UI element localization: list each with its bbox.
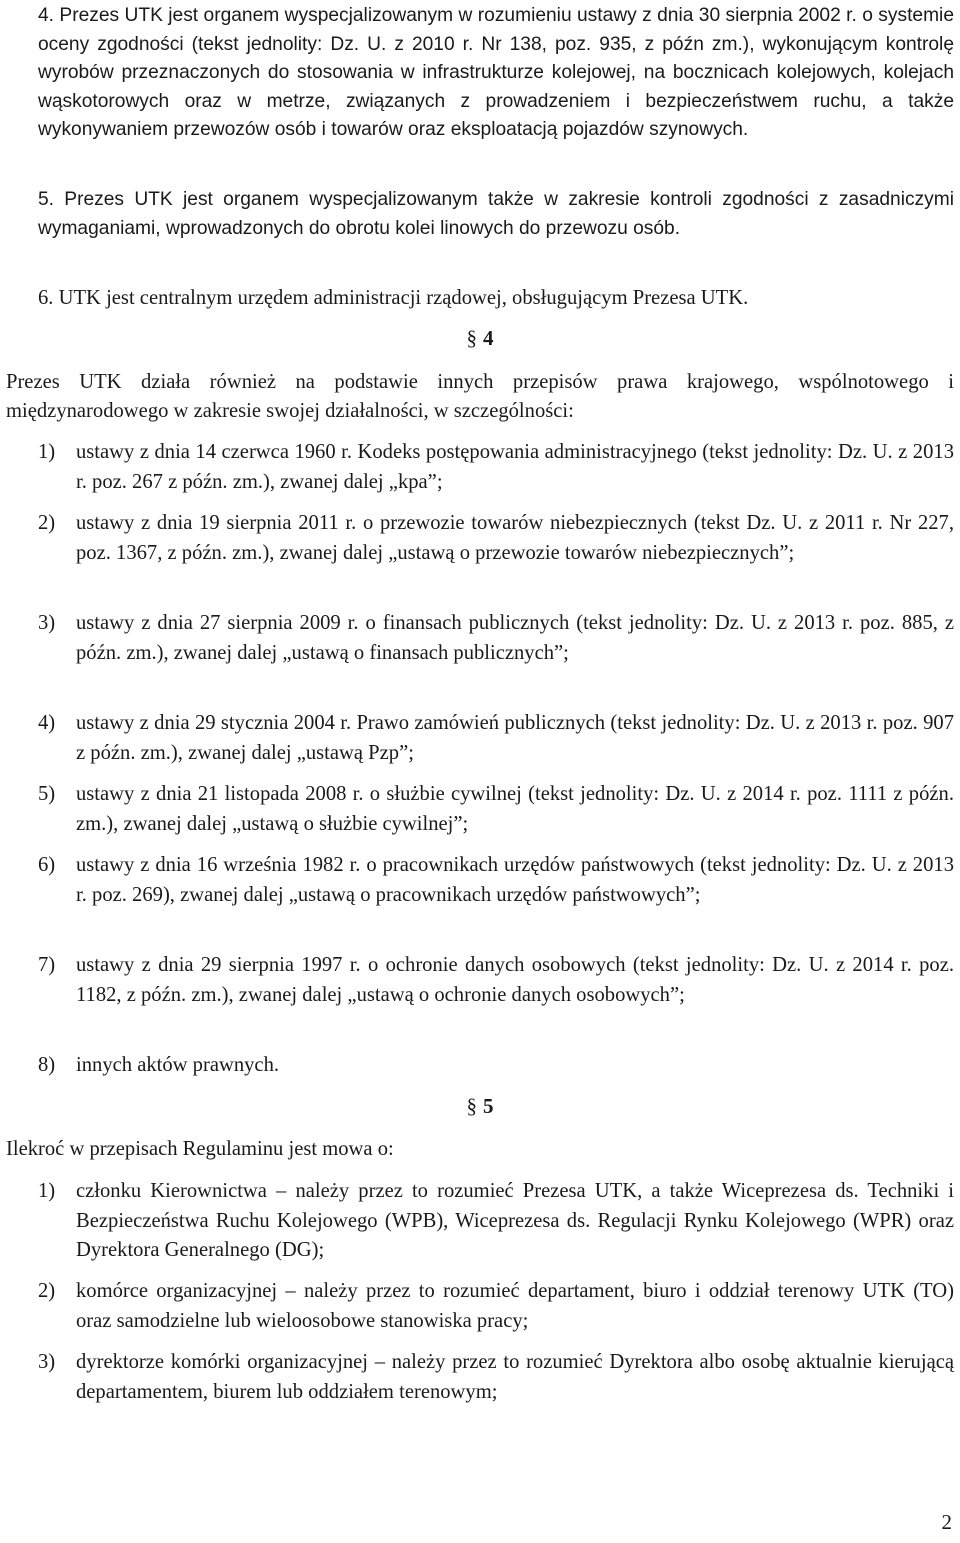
section-5-intro: Ilekroć w przepisach Regulaminu jest mowa o: (6, 1138, 394, 1160)
list-item-number: 3) (38, 612, 56, 634)
list-item-text: ustawy z dnia 29 stycznia 2004 r. Prawo zamówień publicznych (tekst jednolity: Dz. U. z 2013 r. poz. 907 z późn. zm.), zwanej dalej „ustawą Pzp”; (76, 712, 954, 764)
list-item-text: ustawy z dnia 16 września 1982 r. o pracownikach urzędów państwowych (tekst jednolity: Dz. U. z 2013 r. poz. 269), zwanej dalej „ustawą o pracownikach urzędów państwowych”; (76, 854, 954, 906)
list-item (38, 851, 954, 910)
list-item-number: 1) (38, 1180, 56, 1202)
list-item-text: ustawy z dnia 14 czerwca 1960 r. Kodeks postępowania administracyjnego (tekst jednolity: Dz. U. z 2013 r. poz. 267 z późn. zm.), zwanej dalej „kpa”; (76, 441, 954, 493)
list-item-number: 5) (38, 783, 56, 805)
list-item-number: 7) (38, 954, 56, 976)
list-item-text: dyrektorze komórki organizacyjnej – należy przez to rozumieć Dyrektora albo osobę aktualnie kierującą departamentem, biurem lub oddziałem terenowym; (76, 1351, 954, 1403)
list-item-text: innych aktów prawnych. (76, 1054, 280, 1076)
section-symbol: § (466, 326, 477, 350)
page-number: 2 (941, 1510, 952, 1534)
list-item (38, 951, 954, 1010)
paragraph-4: 4. Prezes UTK jest organem wyspecjalizowanym w rozumieniu ustawy z dnia 30 sierpnia 2002 r. o systemie oceny zgodności (tekst jednolity: Dz. U. z 2010 r. Nr 138, poz. 935, z późn zm.), wykonującym kontrolę wyrobów przeznaczonych do stosowania w infrastrukturze kolejowej, na bocznicach kolejowych, kolejach wąskotorowych oraz w metrze, związanych z prowadzeniem i bezpieczeństwem ruchu, a także wykonywaniem przewozów osób i towarów oraz eksploatacją pojazdów szynowych. (38, 5, 954, 141)
list-item-number: 1) (38, 441, 56, 463)
list-item-text: ustawy z dnia 19 sierpnia 2011 r. o przewozie towarów niebezpiecznych (tekst Dz. U. z 2011 r. Nr 227, poz. 1367, z późn. zm.), zwanej dalej „ustawą o przewozie towarów niebezpiecznych”; (76, 512, 954, 564)
list-item (38, 1277, 954, 1336)
section-number: 5 (483, 1094, 494, 1118)
list-item-number: 8) (38, 1054, 56, 1076)
list-item-number: 6) (38, 854, 56, 876)
list-item-text: ustawy z dnia 21 listopada 2008 r. o służbie cywilnej (tekst jednolity: Dz. U. z 2014 r. poz. 1111 z późn. zm.), zwanej dalej „ustawą o służbie cywilnej”; (76, 783, 954, 835)
section-number: 4 (483, 326, 494, 350)
list-item (38, 709, 954, 768)
section-heading-4 (0, 326, 960, 351)
list-item-number: 3) (38, 1351, 56, 1373)
paragraph-5: 5. Prezes UTK jest organem wyspecjalizowanym także w zakresie kontroli zgodności z zasadniczymi wymaganiami, wprowadzonych do obrotu kolei linowych do przewozu osób. (38, 189, 954, 239)
list-item-text: członku Kierownictwa – należy przez to rozumieć Prezesa UTK, a także Wiceprezesa ds. Techniki i Bezpieczeństwa Ruchu Kolejowego (WPB), Wiceprezesa ds. Regulacji Rynku Kolejowego (WPR) oraz Dyrektora Generalnego (DG); (76, 1180, 954, 1261)
list-item (38, 509, 954, 568)
list-item (38, 609, 954, 668)
list-item-number: 4) (38, 712, 56, 734)
list-item (38, 1051, 954, 1081)
list-item-number: 2) (38, 512, 56, 534)
list-item-text: komórce organizacyjnej – należy przez to rozumieć departament, biuro i oddział terenowy UTK (TO) oraz samodzielne lub wieloosobowe stanowiska pracy; (76, 1280, 954, 1332)
section-heading-5 (0, 1094, 960, 1119)
section-4-intro: Prezes UTK działa również na podstawie innych przepisów prawa krajowego, wspólnotowego i międzynarodowego w zakresie swojej działalności, w szczególności: (6, 371, 954, 422)
list-item-text: ustawy z dnia 29 sierpnia 1997 r. o ochronie danych osobowych (tekst jednolity: Dz. U. z 2014 r. poz. 1182, z późn. zm.), zwanej dalej „ustawą o ochronie danych osobowych”; (76, 954, 954, 1006)
section-symbol: § (466, 1094, 477, 1118)
list-item (38, 780, 954, 839)
paragraph-6: 6. UTK jest centralnym urzędem administracji rządowej, obsługującym Prezesa UTK. (38, 287, 749, 309)
list-item-number: 2) (38, 1280, 56, 1302)
list-item (38, 1348, 954, 1407)
list-item (38, 438, 954, 497)
list-item-text: ustawy z dnia 27 sierpnia 2009 r. o finansach publicznych (tekst jednolity: Dz. U. z 2013 r. poz. 885, z późn. zm.), zwanej dalej „ustawą o finansach publicznych”; (76, 612, 954, 664)
list-item (38, 1177, 954, 1266)
